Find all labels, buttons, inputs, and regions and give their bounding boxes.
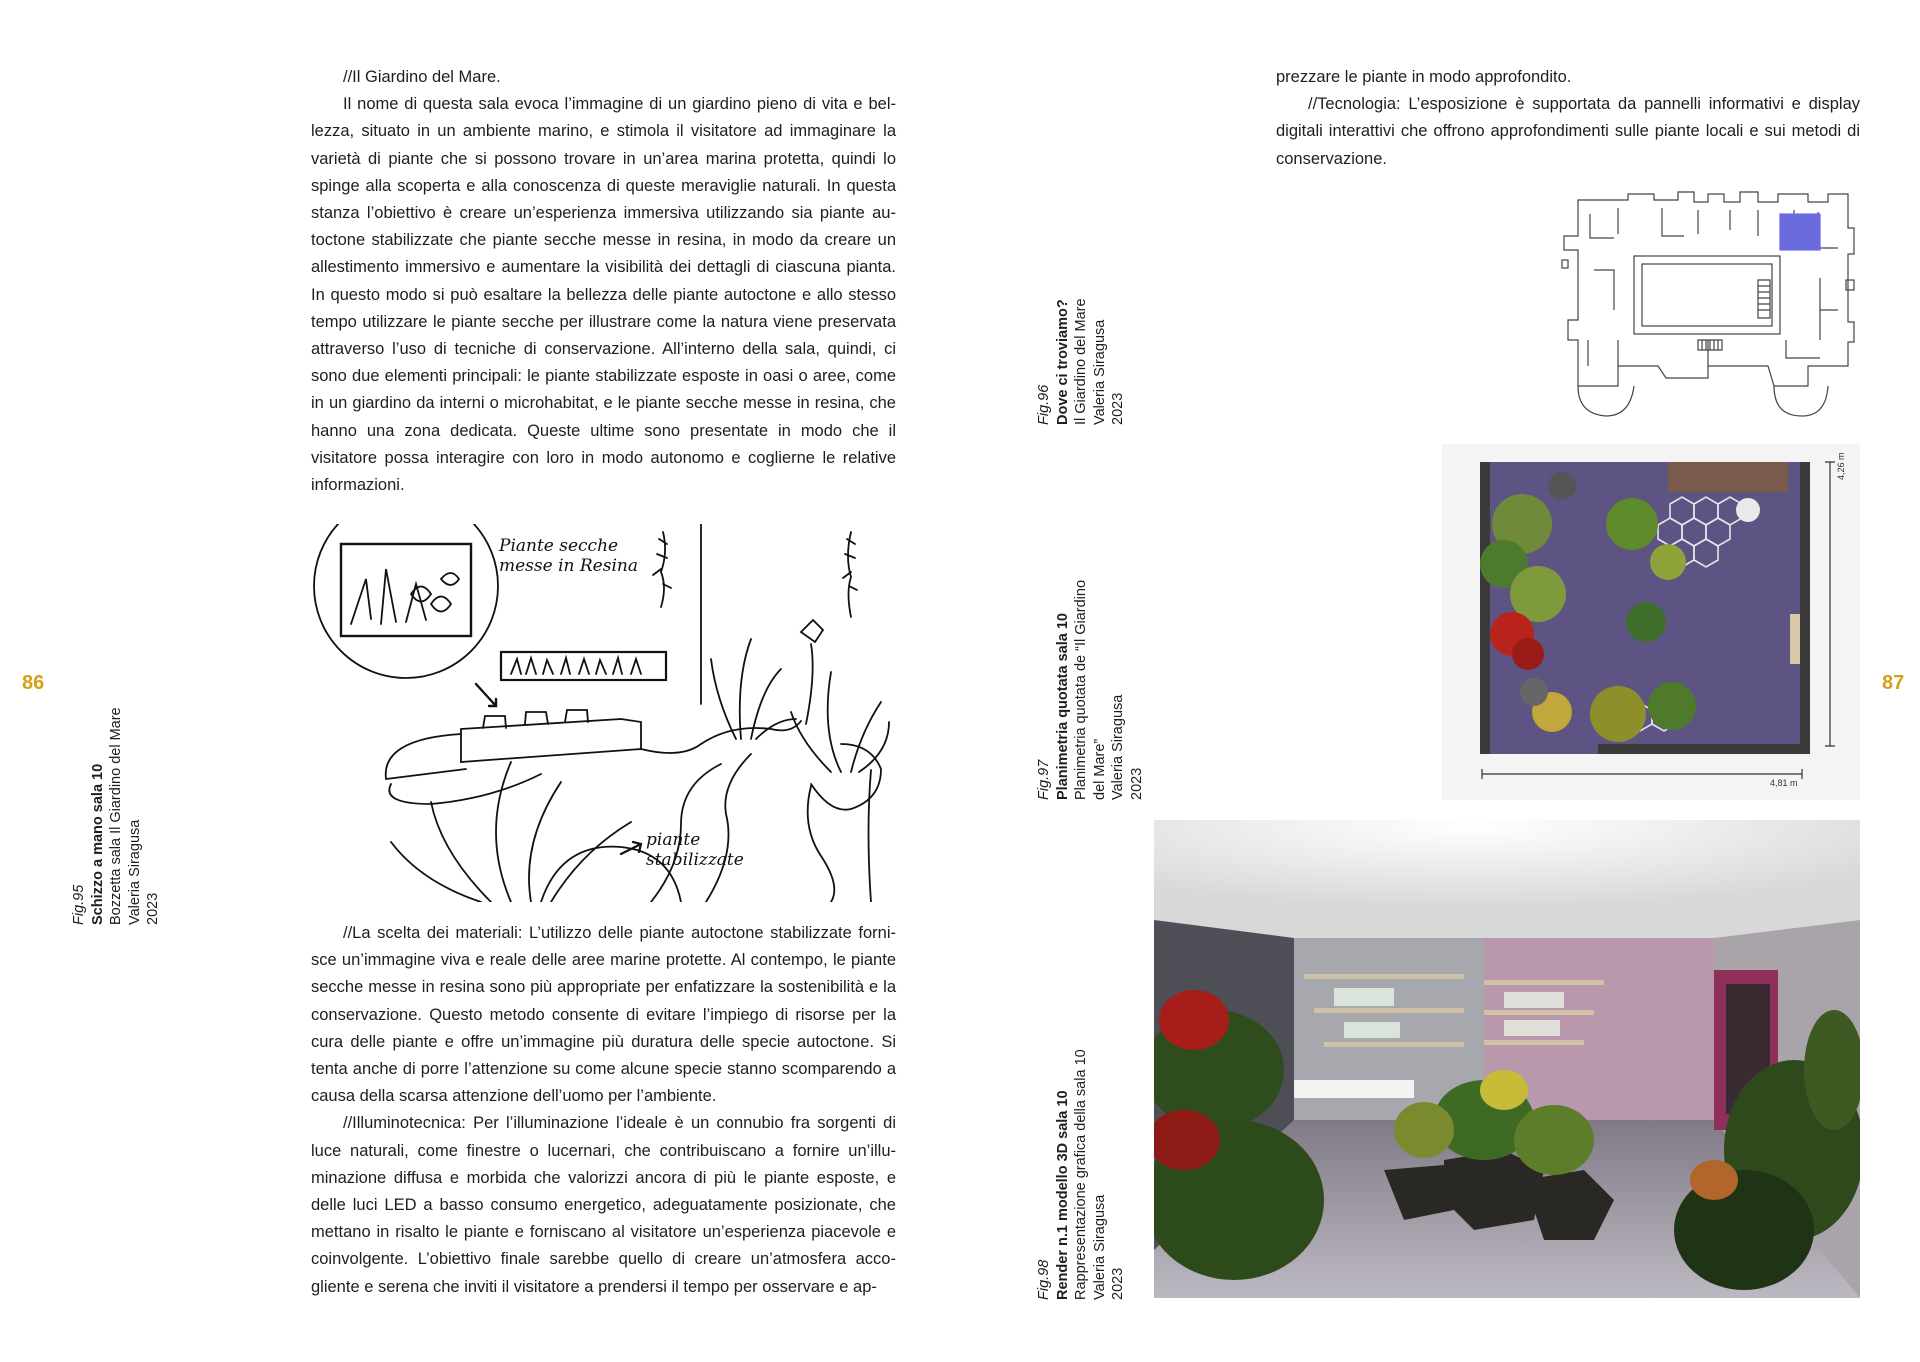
render-figure [1154, 820, 1860, 1298]
location-map-figure [1558, 190, 1860, 420]
caption-fig96: Fig.96 Dove ci troviamo? Il Giardino del Mare Valeria Siragusa 2023 [1036, 298, 1126, 425]
right-text-top [1276, 64, 1860, 173]
plan-height-dimension: 4,26 m [1836, 452, 1846, 480]
caption-fig98: Fig.98 Render n.1 modello 3D sala 10 Rappresentazione grafica della sala 10 Valeria Siragusa 2023 [1036, 1049, 1126, 1300]
right-page [960, 0, 1920, 1362]
highlighted-room [1780, 214, 1820, 250]
page-number-left: 86 [22, 672, 45, 694]
page-number-right: 87 [1882, 672, 1905, 694]
sketch-label-stabilized: piante stabilizzate [646, 830, 744, 870]
plan-width-dimension: 4,81 m [1770, 778, 1798, 788]
section-heading: //Il Giardino del Mare. [343, 68, 501, 86]
paragraph: //Illuminotecnica: Per l’illuminazione l’ideale è un connubio fra sorgenti di luce naturali, come finestre o lucernari, che contribuiscano a fornire un’illuminazione diffusa e morbida che valorizzi ancora di più le piante esposte, e delle luci LED a basso consumo energetico, adeguatamente posizionate, che mettano in risalto le piante e forniscano al visitatore un’esperienza piacevole e coinvolgente. L’obiettivo finale sarebbe quello di creare un’atmosfera accogliente e serena che inviti il visitatore a prendersi il tempo per osservare e ap- [311, 1114, 896, 1296]
paragraph: Il nome di questa sala evoca l’immagine di un giardino pieno di vita e bellezza, situato in un ambiente marino, e stimola il visitatore ad immaginare la varietà di piante che si possono trovare in un’area marina protetta, quindi lo spinge alla scoperta e alla conoscenza di queste meraviglie naturali. In questa stanza l’obiettivo è creare un’esperienza immersiva utilizzando sia piante autoctone stabilizzate che piante secche messe in resina, in modo da creare un allestimento immersivo e aumentare la visibilità dei dettagli di ciascuna pianta. In questo modo si può esaltare la bellezza delle piante autoctone e allo stesso tempo utilizzare le piante secche per illustrare come la natura viene preservata attraverso l’uso di tecniche di conservazione. All’interno della sala, quindi, ci sono due elementi principali: le piante stabilizzate esposte in oasi o aree, come in un giardino da interni o microhabitat, e le piante secche messe in resina, che hanno una zona dedicata. Queste ultime sono presentate in modo che il visitatore possa interagire con loro in modo autonomo e coglierne le relative informazioni. [311, 95, 896, 495]
dimensioned-plan-figure [1442, 444, 1860, 800]
paragraph-continuation: prezzare le piante in modo approfondito. [1276, 68, 1572, 86]
caption-fig97: Fig.97 Planimetria quotata sala 10 Planimetria quotata de “Il Giardino del Mare” Valeria Siragusa 2023 [1036, 579, 1145, 800]
caption-fig95: Fig.95 Schizzo a mano sala 10 Bozzetta sala Il Giardino del Mare Valeria Siragusa 2023 [71, 707, 161, 925]
paragraph: //La scelta dei materiali: L’utilizzo delle piante autoctone stabilizzate fornisce un’immagine viva e reale delle aree marine protette. Al contempo, le piante secche messe in resina sono più appropriate per enfatizzare la sostenibilità e la conservazione. Questo metodo consente di evitare l’impiego di risorse per la cura delle piante e offre un’immagine più duratura delle specie autoctone. Si tenta anche di porre l’attenzione su come alcune specie stanno scomparendo a causa della scarsa attenzione dell’uomo per l’ambiente. [311, 924, 896, 1106]
left-text-bottom [311, 920, 896, 1301]
hand-sketch-figure [311, 524, 896, 902]
paragraph: //Tecnologia: L’esposizione è supportata da pannelli informativi e display digitali interattivi che offrono approfondimenti sulle piante locali e sui metodi di conservazione. [1276, 95, 1860, 168]
left-text-top [311, 64, 896, 499]
sketch-label-resin: Piante secche messe in Resina [499, 536, 638, 576]
